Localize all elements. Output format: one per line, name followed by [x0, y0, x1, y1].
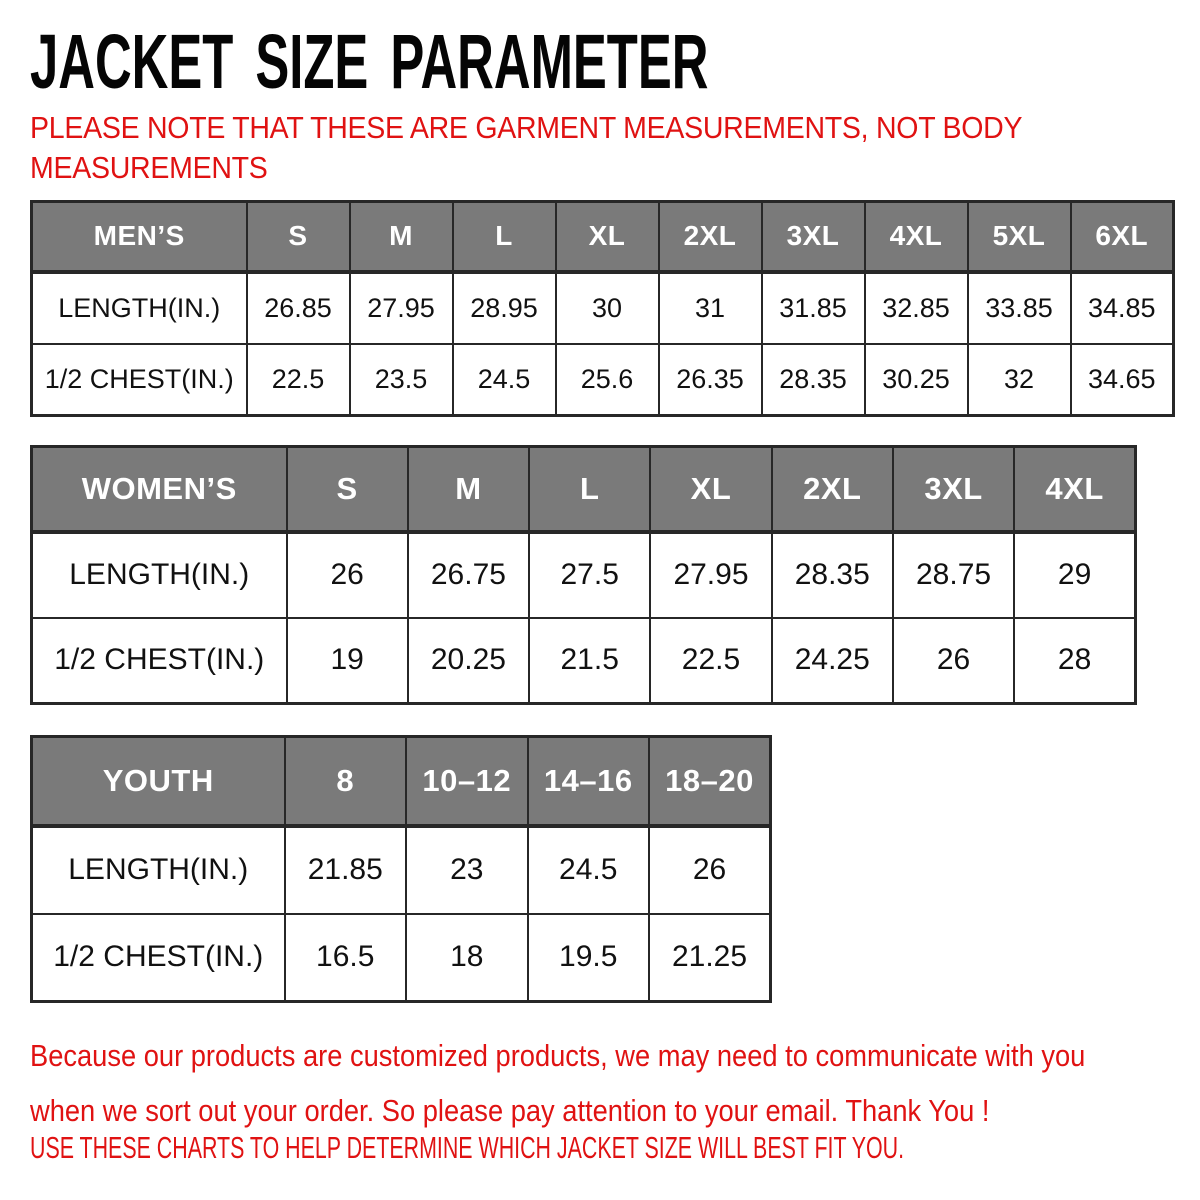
size-value-cell: 25.6 — [556, 344, 659, 416]
size-value-cell: 26.75 — [408, 532, 529, 618]
size-column-header: 5XL — [968, 202, 1071, 272]
size-value-cell: 31.85 — [762, 272, 865, 344]
size-value-cell: 22.5 — [247, 344, 350, 416]
size-value-cell: 26 — [649, 826, 771, 914]
youth-group-header: YOUTH — [32, 737, 285, 826]
size-column-header: 14–16 — [528, 737, 650, 826]
size-column-header: 6XL — [1071, 202, 1174, 272]
youth-size-table — [30, 735, 772, 1003]
size-value-cell: 23 — [406, 826, 528, 914]
row-label-cell: 1/2 CHEST(IN.) — [32, 914, 285, 1002]
womens-group-header: WOMEN’S — [32, 447, 287, 532]
size-value-cell: 29 — [1014, 532, 1135, 618]
size-value-cell: 28.75 — [893, 532, 1014, 618]
size-value-cell: 28.35 — [762, 344, 865, 416]
size-column-header: 2XL — [772, 447, 893, 532]
size-column-header: 3XL — [893, 447, 1014, 532]
size-value-cell: 26 — [893, 618, 1014, 704]
size-column-header: L — [453, 202, 556, 272]
size-header-row — [32, 447, 1136, 532]
size-value-cell: 33.85 — [968, 272, 1071, 344]
mens-group-header: MEN’S — [32, 202, 247, 272]
mens-table-grid — [30, 200, 1175, 417]
measurement-row — [32, 272, 1174, 344]
size-value-cell: 21.5 — [529, 618, 650, 704]
row-label-cell: 1/2 CHEST(IN.) — [32, 618, 287, 704]
custom-order-notice-line-2: when we sort out your order. So please pay attention to your email. Thank You ! — [30, 1093, 990, 1128]
size-header-row — [32, 737, 771, 826]
row-label-cell: LENGTH(IN.) — [32, 272, 247, 344]
size-value-cell: 28.95 — [453, 272, 556, 344]
size-value-cell: 24.5 — [528, 826, 650, 914]
size-value-cell: 28 — [1014, 618, 1135, 704]
size-value-cell: 23.5 — [350, 344, 453, 416]
size-column-header: XL — [650, 447, 771, 532]
size-column-header: S — [287, 447, 408, 532]
size-header-row — [32, 202, 1174, 272]
size-column-header: 18–20 — [649, 737, 771, 826]
size-column-header: 4XL — [1014, 447, 1135, 532]
chart-usage-caption: USE THESE CHARTS TO HELP DETERMINE WHICH JACKET SIZE WILL BEST FIT YOU. — [30, 1130, 905, 1165]
size-column-header: M — [350, 202, 453, 272]
measurement-row — [32, 532, 1136, 618]
size-value-cell: 21.25 — [649, 914, 771, 1002]
size-value-cell: 21.85 — [285, 826, 407, 914]
size-value-cell: 30 — [556, 272, 659, 344]
row-label-cell: 1/2 CHEST(IN.) — [32, 344, 247, 416]
size-value-cell: 26.85 — [247, 272, 350, 344]
size-value-cell: 32.85 — [865, 272, 968, 344]
row-label-cell: LENGTH(IN.) — [32, 826, 285, 914]
size-value-cell: 30.25 — [865, 344, 968, 416]
size-column-header: L — [529, 447, 650, 532]
note-line-1: PLEASE NOTE THAT THESE ARE GARMENT MEASUREMENTS, NOT BODY — [30, 110, 1023, 145]
measurement-row — [32, 826, 771, 914]
size-value-cell: 26.35 — [659, 344, 762, 416]
mens-size-table — [30, 200, 1175, 417]
size-value-cell: 18 — [406, 914, 528, 1002]
size-value-cell: 22.5 — [650, 618, 771, 704]
custom-order-notice — [30, 1028, 1085, 1138]
size-value-cell: 24.5 — [453, 344, 556, 416]
size-value-cell: 27.95 — [350, 272, 453, 344]
measurement-row — [32, 618, 1136, 704]
size-column-header: 3XL — [762, 202, 865, 272]
size-value-cell: 19 — [287, 618, 408, 704]
womens-table-grid — [30, 445, 1137, 705]
measurement-row — [32, 344, 1174, 416]
size-column-header: 2XL — [659, 202, 762, 272]
size-value-cell: 27.95 — [650, 532, 771, 618]
size-column-header: XL — [556, 202, 659, 272]
custom-order-notice-line-1: Because our products are customized products, we may need to communicate with you — [30, 1038, 1086, 1073]
row-label-cell: LENGTH(IN.) — [32, 532, 287, 618]
measurement-row — [32, 914, 771, 1002]
size-value-cell: 32 — [968, 344, 1071, 416]
size-value-cell: 27.5 — [529, 532, 650, 618]
size-value-cell: 19.5 — [528, 914, 650, 1002]
size-value-cell: 26 — [287, 532, 408, 618]
size-value-cell: 16.5 — [285, 914, 407, 1002]
size-value-cell: 20.25 — [408, 618, 529, 704]
size-value-cell: 24.25 — [772, 618, 893, 704]
garment-measurement-note — [30, 108, 1022, 188]
size-column-header: 10–12 — [406, 737, 528, 826]
womens-size-table — [30, 445, 1137, 705]
youth-table-grid — [30, 735, 772, 1003]
size-column-header: M — [408, 447, 529, 532]
size-value-cell: 34.85 — [1071, 272, 1174, 344]
page-title: JACKET SIZE PARAMETER — [30, 19, 709, 105]
size-column-header: 4XL — [865, 202, 968, 272]
size-column-header: S — [247, 202, 350, 272]
note-line-2: MEASUREMENTS — [30, 150, 268, 185]
size-column-header: 8 — [285, 737, 407, 826]
size-value-cell: 28.35 — [772, 532, 893, 618]
size-value-cell: 34.65 — [1071, 344, 1174, 416]
size-value-cell: 31 — [659, 272, 762, 344]
